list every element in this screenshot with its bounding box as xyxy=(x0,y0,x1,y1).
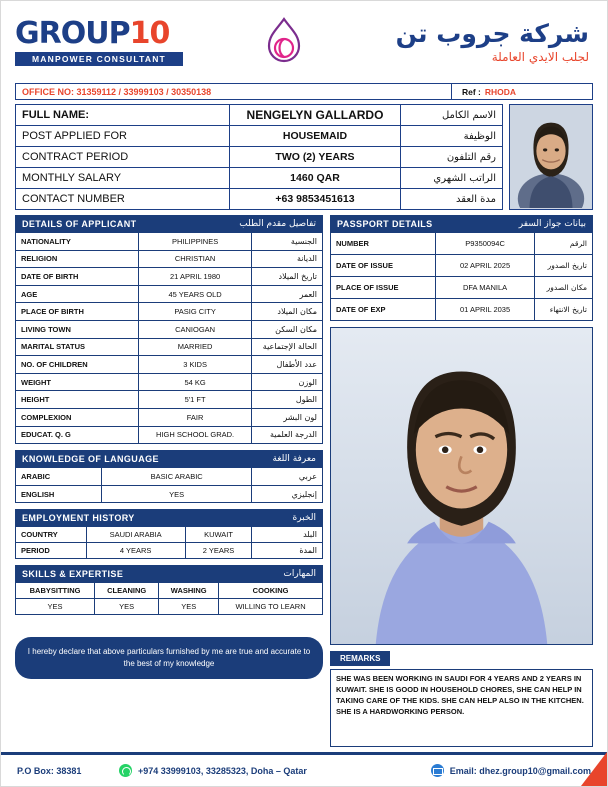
row-value: MARRIED xyxy=(138,338,252,356)
row-key: COMPLEXION xyxy=(16,408,139,426)
office-number: OFFICE NO: 31359112 / 33999103 / 30350138 xyxy=(16,84,452,99)
skill-header: COOKING xyxy=(219,583,323,599)
section-title-arabic: المهارات xyxy=(283,568,316,579)
table-row xyxy=(331,277,593,299)
whatsapp-icon xyxy=(119,764,132,777)
company-logo xyxy=(15,15,205,66)
reference-cell xyxy=(452,84,592,99)
row-key: AGE xyxy=(16,285,139,303)
row-key: PERIOD xyxy=(16,543,87,559)
row-value: HIGH SCHOOL GRAD. xyxy=(138,426,252,444)
section-header-passport xyxy=(330,215,593,232)
table-row xyxy=(16,408,323,426)
logo-number: 10 xyxy=(129,15,170,51)
logo-subtitle: MANPOWER CONSULTANT xyxy=(15,52,183,66)
applicant-summary xyxy=(15,104,593,210)
field-label: POST APPLIED FOR xyxy=(16,126,230,147)
table-row xyxy=(16,468,323,486)
employment-table xyxy=(15,526,323,559)
skill-header: CLEANING xyxy=(95,583,159,599)
row-key: RELIGION xyxy=(16,250,139,268)
office-bar xyxy=(15,83,593,100)
left-column xyxy=(15,215,323,747)
remarks-text: SHE WAS BEEN WORKING IN SAUDI FOR 4 YEARS AND 2 YEARS IN KUWAIT. SHE IS GOOD IN HOUSEHOLD CHORES, SHE CAN HELP IN TAKING CARE OF THE KIDS. SHE CAN HELP ALSO IN THE KITCHEN. SHE IS A HARDWORKING PERSON. xyxy=(330,669,593,747)
table-row xyxy=(16,189,503,210)
section-title-arabic: بيانات جواز السفر xyxy=(518,218,586,229)
applicant-full-photo xyxy=(330,327,593,645)
table-row xyxy=(16,338,323,356)
section-title: EMPLOYMENT HISTORY xyxy=(22,512,135,523)
row-value: 21 APRIL 1980 xyxy=(138,268,252,286)
row-value: 01 APRIL 2035 xyxy=(435,299,535,321)
table-row xyxy=(16,105,503,126)
table-row xyxy=(16,527,323,543)
flower-logo-icon xyxy=(205,13,363,71)
language-table xyxy=(15,467,323,503)
row-key: EDUCAT. Q. G xyxy=(16,426,139,444)
section-title-arabic: تفاصيل مقدم الطلب xyxy=(239,218,316,229)
field-value: TWO (2) YEARS xyxy=(230,147,400,168)
logo-word: GROUP xyxy=(15,15,130,51)
row-key: ARABIC xyxy=(16,468,102,486)
row-key: PLACE OF BIRTH xyxy=(16,303,139,321)
email-address: Email: dhez.group10@gmail.com xyxy=(449,765,591,776)
table-row xyxy=(16,147,503,168)
row-arabic: الوزن xyxy=(252,373,323,391)
table-row xyxy=(331,233,593,255)
row-key: DATE OF BIRTH xyxy=(16,268,139,286)
row-arabic: تاريخ الانتهاء xyxy=(535,299,593,321)
row-arabic: الرقم xyxy=(535,233,593,255)
section-title-arabic: الخبرة xyxy=(292,512,316,523)
row-arabic: الطول xyxy=(252,391,323,409)
row-key: ENGLISH xyxy=(16,485,102,503)
field-arabic: الوظيفة xyxy=(400,126,502,147)
passport-table xyxy=(330,232,593,321)
row-arabic: مكان الميلاد xyxy=(252,303,323,321)
table-row xyxy=(16,233,323,251)
section-header-language xyxy=(15,450,323,467)
row-arabic: الديانة xyxy=(252,250,323,268)
row-value-1: 4 YEARS xyxy=(86,543,185,559)
field-value: +63 9853451613 xyxy=(230,189,400,210)
document-header xyxy=(1,1,607,83)
table-row xyxy=(16,599,323,615)
row-value-2: 2 YEARS xyxy=(185,543,252,559)
skill-value: YES xyxy=(159,599,219,615)
row-value: 3 KIDS xyxy=(138,356,252,374)
row-value: YES xyxy=(101,485,251,503)
row-value: DFA MANILA xyxy=(435,277,535,299)
skill-header: WASHING xyxy=(159,583,219,599)
row-key: COUNTRY xyxy=(16,527,87,543)
ref-label: Ref : xyxy=(462,86,481,97)
field-value: 1460 QAR xyxy=(230,168,400,189)
section-title: PASSPORT DETAILS xyxy=(337,218,433,229)
document-footer xyxy=(1,752,607,786)
row-value: 54 KG xyxy=(138,373,252,391)
table-row xyxy=(16,126,503,147)
arabic-subtitle: لجلب الايدي العاملة xyxy=(491,49,589,64)
row-value-1: SAUDI ARABIA xyxy=(86,527,185,543)
row-arabic: مكان السكن xyxy=(252,320,323,338)
mail-icon xyxy=(431,764,444,777)
row-value: 02 APRIL 2025 xyxy=(435,255,535,277)
details-table xyxy=(15,232,323,444)
field-label: CONTACT NUMBER xyxy=(16,189,230,210)
arabic-title: شركة جروب تن xyxy=(395,19,589,49)
right-column xyxy=(330,215,593,747)
row-key: DATE OF EXP xyxy=(331,299,436,321)
table-row xyxy=(16,426,323,444)
row-key: WEIGHT xyxy=(16,373,139,391)
section-title-arabic: معرفة اللغة xyxy=(272,453,316,464)
footer-accent-shape xyxy=(581,752,607,786)
logo-text xyxy=(15,15,205,51)
row-arabic: المدة xyxy=(252,543,323,559)
row-value: PASIG CITY xyxy=(138,303,252,321)
table-row xyxy=(16,303,323,321)
row-arabic: تاريخ الصدور xyxy=(535,255,593,277)
row-arabic: لون البشر xyxy=(252,408,323,426)
row-value: PHILIPPINES xyxy=(138,233,252,251)
field-value: HOUSEMAID xyxy=(230,126,400,147)
row-arabic: الجنسية xyxy=(252,233,323,251)
row-arabic: مكان الصدور xyxy=(535,277,593,299)
table-row xyxy=(16,320,323,338)
table-row xyxy=(16,285,323,303)
table-row xyxy=(16,543,323,559)
field-arabic: رقم التلفون xyxy=(400,147,502,168)
row-arabic: الدرجة العلمية xyxy=(252,426,323,444)
field-label: FULL NAME: xyxy=(16,105,230,126)
skill-value: WILLING TO LEARN xyxy=(219,599,323,615)
row-key: NATIONALITY xyxy=(16,233,139,251)
table-row xyxy=(16,391,323,409)
row-value: CANIOGAN xyxy=(138,320,252,338)
row-arabic: عربي xyxy=(252,468,323,486)
row-key: HEIGHT xyxy=(16,391,139,409)
phone-numbers: +974 33999103, 33285323, Doha – Qatar xyxy=(138,765,307,776)
field-arabic: مدة العقد xyxy=(400,189,502,210)
skill-value: YES xyxy=(16,599,95,615)
row-arabic: تاريخ الميلاد xyxy=(252,268,323,286)
po-box: P.O Box: 38381 xyxy=(17,765,82,776)
skills-table xyxy=(15,582,323,615)
row-key: DATE OF ISSUE xyxy=(331,255,436,277)
main-columns xyxy=(15,215,593,747)
table-row xyxy=(16,250,323,268)
row-value: FAIR xyxy=(138,408,252,426)
section-header-skills xyxy=(15,565,323,582)
row-key: PLACE OF ISSUE xyxy=(331,277,436,299)
row-arabic: العمر xyxy=(252,285,323,303)
remarks-header: REMARKS xyxy=(330,651,390,666)
row-arabic: إنجليزي xyxy=(252,485,323,503)
field-arabic: الراتب الشهري xyxy=(400,168,502,189)
section-title: SKILLS & EXPERTISE xyxy=(22,568,124,579)
table-row xyxy=(16,168,503,189)
table-row xyxy=(16,373,323,391)
skill-value: YES xyxy=(95,599,159,615)
row-arabic: عدد الأطفال xyxy=(252,356,323,374)
applicant-passport-photo xyxy=(509,104,593,210)
row-value: BASIC ARABIC xyxy=(101,468,251,486)
field-label: CONTRACT PERIOD xyxy=(16,147,230,168)
field-value: NENGELYN GALLARDO xyxy=(230,105,400,126)
table-row xyxy=(331,255,593,277)
section-header-details xyxy=(15,215,323,232)
skill-header: BABYSITTING xyxy=(16,583,95,599)
table-row xyxy=(16,268,323,286)
row-value: CHRISTIAN xyxy=(138,250,252,268)
row-key: NO. OF CHILDREN xyxy=(16,356,139,374)
row-arabic: الحالة الإجتماعية xyxy=(252,338,323,356)
row-value-2: KUWAIT xyxy=(185,527,252,543)
row-arabic: البلد xyxy=(252,527,323,543)
table-row xyxy=(16,356,323,374)
applicant-summary-table xyxy=(15,104,503,210)
row-value: 5'1 FT xyxy=(138,391,252,409)
table-row xyxy=(331,299,593,321)
table-row xyxy=(16,583,323,599)
field-arabic: الاسم الكامل xyxy=(400,105,502,126)
row-key: MARITAL STATUS xyxy=(16,338,139,356)
declaration-banner: I hereby declare that above particulars furnished by me are true and accurate to the best of my knowledge xyxy=(15,637,323,679)
email-block xyxy=(431,764,591,777)
row-key: NUMBER xyxy=(331,233,436,255)
section-title: DETAILS OF APPLICANT xyxy=(22,218,137,229)
ref-value: RHODA xyxy=(484,86,517,97)
row-value: P9350094C xyxy=(435,233,535,255)
field-label: MONTHLY SALARY xyxy=(16,168,230,189)
row-value: 45 YEARS OLD xyxy=(138,285,252,303)
section-header-employment xyxy=(15,509,323,526)
row-key: LIVING TOWN xyxy=(16,320,139,338)
table-row xyxy=(16,485,323,503)
arabic-company-name xyxy=(363,20,593,64)
section-title: KNOWLEDGE OF LANGUAGE xyxy=(22,453,159,464)
phone-block xyxy=(119,764,421,777)
